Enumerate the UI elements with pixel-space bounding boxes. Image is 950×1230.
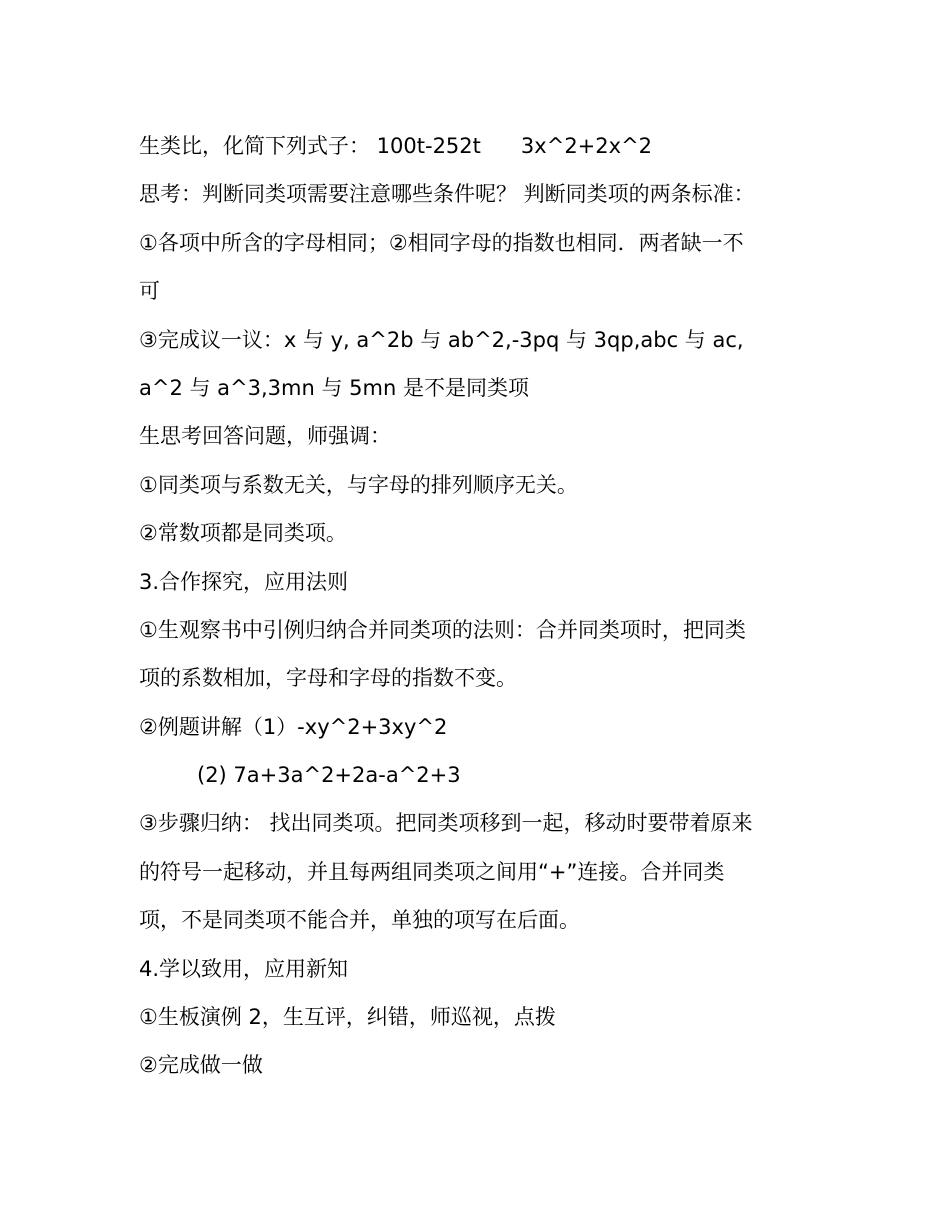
section-heading: 4.学以致用，应用新知 bbox=[139, 956, 349, 981]
text-line: ①生观察书中引例归纳合并同类项的法则：合并同类项时，把同类 bbox=[139, 617, 746, 642]
text-line: ③完成议一议：x 与 y, a^2b 与 ab^2,-3pq 与 3qp,abc 与 ac, bbox=[139, 327, 744, 352]
text-line: ②例题讲解（1）-xy^2+3xy^2 bbox=[139, 714, 448, 739]
section-heading: 3.合作探究，应用法则 bbox=[139, 569, 349, 594]
text-line: a^2 与 a^3,3mn 与 5mn 是不是同类项 bbox=[139, 375, 529, 400]
text-line: ③步骤归纳： 找出同类项。把同类项移到一起，移动时要带着原来 bbox=[139, 811, 753, 836]
text-line: ②完成做一做 bbox=[139, 1053, 263, 1078]
text-line: 项的系数相加，字母和字母的指数不变。 bbox=[139, 666, 517, 691]
text-line: 项，不是同类项不能合并，单独的项写在后面。 bbox=[139, 908, 580, 933]
document-body bbox=[139, 122, 819, 1090]
text-line: ①同类项与系数无关，与字母的排列顺序无关。 bbox=[139, 472, 578, 497]
text-line: 可 bbox=[139, 279, 160, 304]
text-line: 生思考回答问题，师强调： bbox=[139, 424, 391, 449]
text-line: ②常数项都是同类项。 bbox=[139, 521, 347, 546]
text-line: 思考：判断同类项需要注意哪些条件呢？ 判断同类项的两条标准： bbox=[139, 182, 755, 207]
text-line: (2) 7a+3a^2+2a-a^2+3 bbox=[197, 763, 461, 788]
text-line: 生类比，化简下列式子： 100t-252t 3x^2+2x^2 bbox=[139, 134, 653, 158]
text-line: 的符号一起移动，并且每两组同类项之间用“+”连接。合并同类 bbox=[139, 859, 725, 884]
text-line: ①各项中所含的字母相同；②相同字母的指数也相同．两者缺一不 bbox=[139, 230, 744, 255]
text-line: ①生板演例 2，生互评，纠错，师巡视，点拨 bbox=[139, 1005, 556, 1030]
